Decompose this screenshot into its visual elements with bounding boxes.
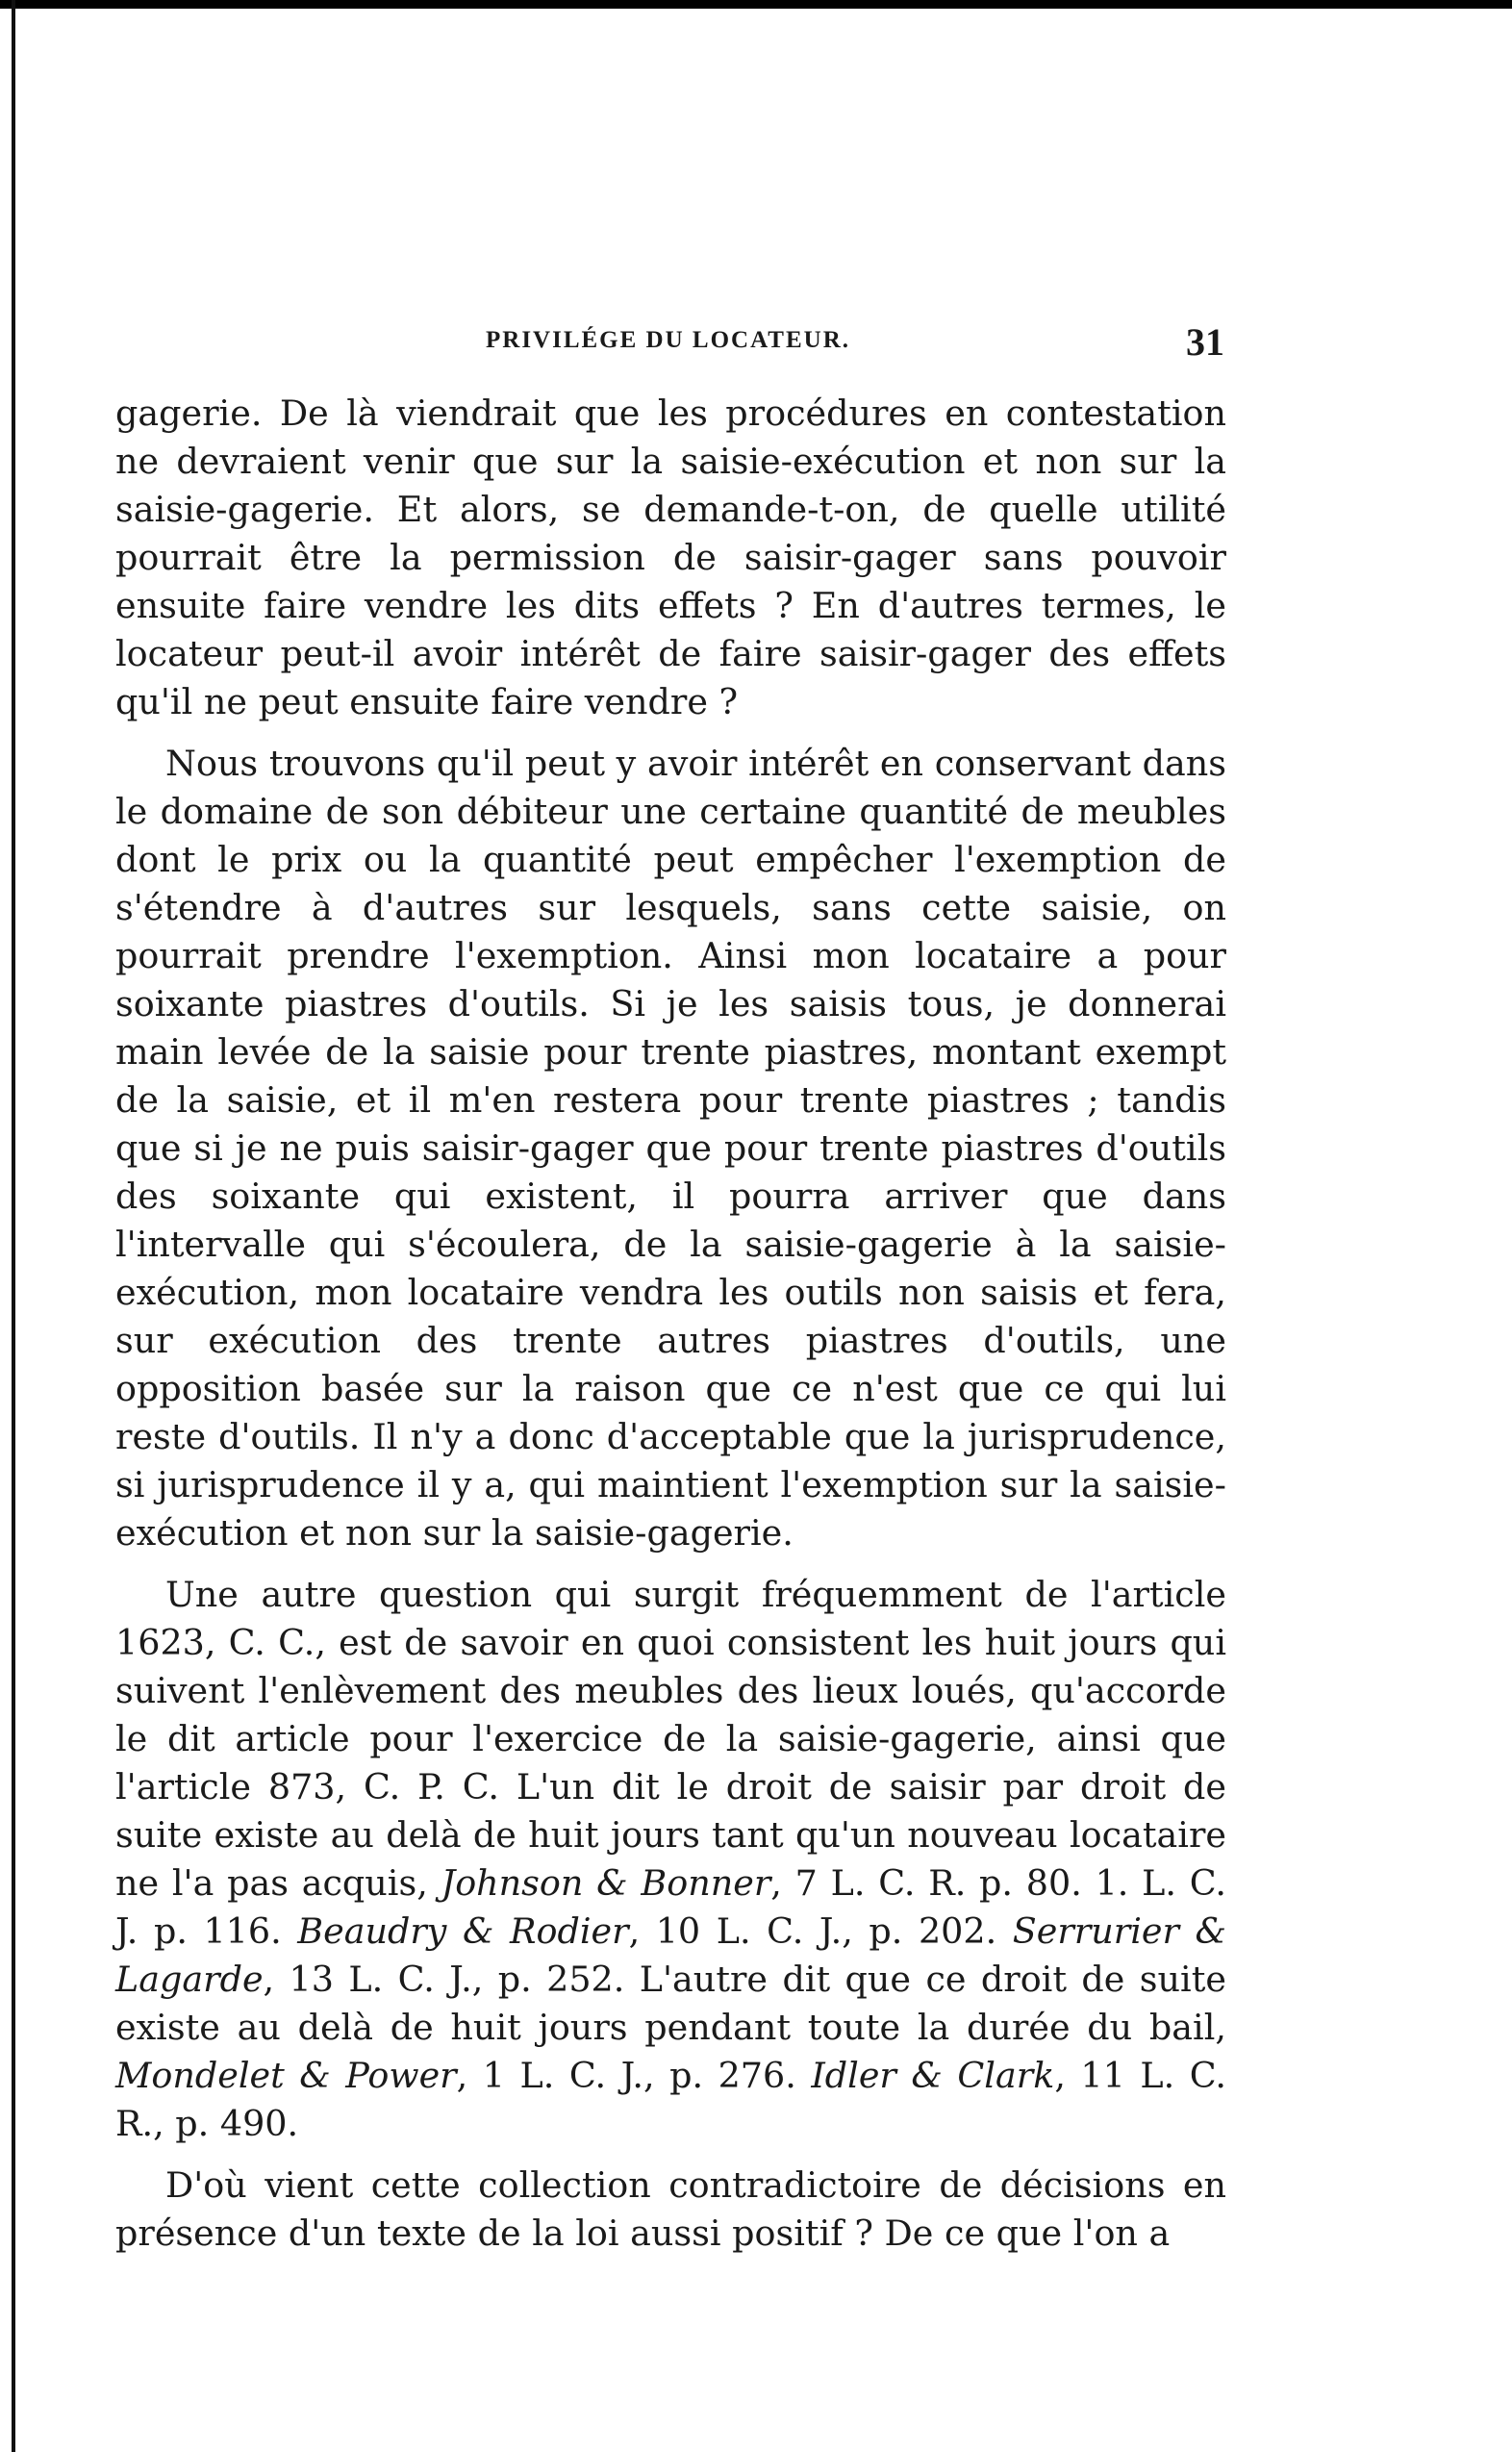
- top-edge-rule: [0, 0, 1512, 9]
- paragraph-2: Nous trouvons qu'il peut y avoir intérêt en conservant dans le domaine de son débiteur une certaine quantité de meubles dont le prix ou la quantité peut empêcher l'exemption de s'étendre à d'autres sur lesquels, sans cette saisie, on pourrait prendre l'exemption. Ainsi mon locataire a pour soixante piastres d'outils. Si je les saisis tous, je donnerai main levée de la saisie pour trente piastres, montant exempt de la saisie, et il m'en restera pour trente piastres ; tandis que si je ne puis saisir-gager que pour trente piastres d'outils des soixante qui existent, il pourra arriver que dans l'intervalle qui s'écoulera, de la saisie-gagerie à la saisie-exécution, mon locataire vendra les outils non saisis et fera, sur exécution des trente autres piastres d'outils, une opposition basée sur la raison que ce n'est que ce qui lui reste d'outils. Il n'y a donc d'acceptable que la jurisprudence, si jurisprudence il y a, qui maintient l'exemption sur la saisie-exécution et non sur la saisie-gagerie.: [115, 743, 1226, 1554]
- paragraph-3-text-3: , 10 L. C. J., p. 202.: [628, 1910, 997, 1952]
- page-header: [0, 320, 1512, 385]
- citation-serrurier-lagarde: Serrurier & Lagarde: [115, 1910, 1226, 2000]
- citation-johnson-bonner: Johnson & Bonner: [441, 1862, 771, 1904]
- page-number: 31: [1186, 320, 1224, 364]
- paragraph-3-text-1: Une autre question qui surgit fréquemment de l'article 1623, C. C., est de savoir en quoi consistent les huit jours qui suivent l'enlèvement des meubles des lieux loués, qu'accorde le dit article pour l'exercice de la saisie-gagerie, ainsi que l'article 873, C. P. C. L'un dit le droit de saisir par droit de suite existe au delà de huit jours tant qu'un nouveau locataire ne l'a pas acquis,: [115, 1574, 1226, 1904]
- paragraph-4: D'où vient cette collection contradictoire de décisions en présence d'un texte de la loi aussi positif ? De ce que l'on a: [115, 2164, 1226, 2254]
- paragraph-3-text-6: , 11 L. C. R., p. 490.: [115, 2055, 1226, 2144]
- paragraph-3-text-2: , 7 L. C. R. p. 80. 1. L. C. J. p. 116.: [115, 1862, 1226, 1952]
- page-body: [115, 390, 1226, 2258]
- paragraph-3: [115, 1571, 1226, 2148]
- citation-idler-clark: Idler & Clark: [811, 2055, 1055, 2096]
- running-title: PRIVILÉGE DU LOCATEUR.: [486, 327, 850, 353]
- paragraph-3-text-5: , 1 L. C. J., p. 276.: [456, 2055, 796, 2096]
- citation-mondelet-power: Mondelet & Power: [115, 2055, 457, 2096]
- paragraph-1: gagerie. De là viendrait que les procédures en contestation ne devraient venir que sur la saisie-exécution et non sur la saisie-gagerie. Et alors, se demande-t-on, de quelle utilité pourrait être la permission de saisir-gager sans pouvoir ensuite faire vendre les dits effets ? En d'autres termes, le locateur peut-il avoir intérêt de faire saisir-gager des effets qu'il ne peut ensuite faire vendre ?: [115, 392, 1226, 722]
- citation-beaudry-rodier: Beaudry & Rodier: [297, 1910, 629, 1952]
- paragraph-3-text-4: , 13 L. C. J., p. 252. L'autre dit que ce droit de suite existe au delà de huit jours pendant toute la durée du bail,: [115, 1959, 1226, 2048]
